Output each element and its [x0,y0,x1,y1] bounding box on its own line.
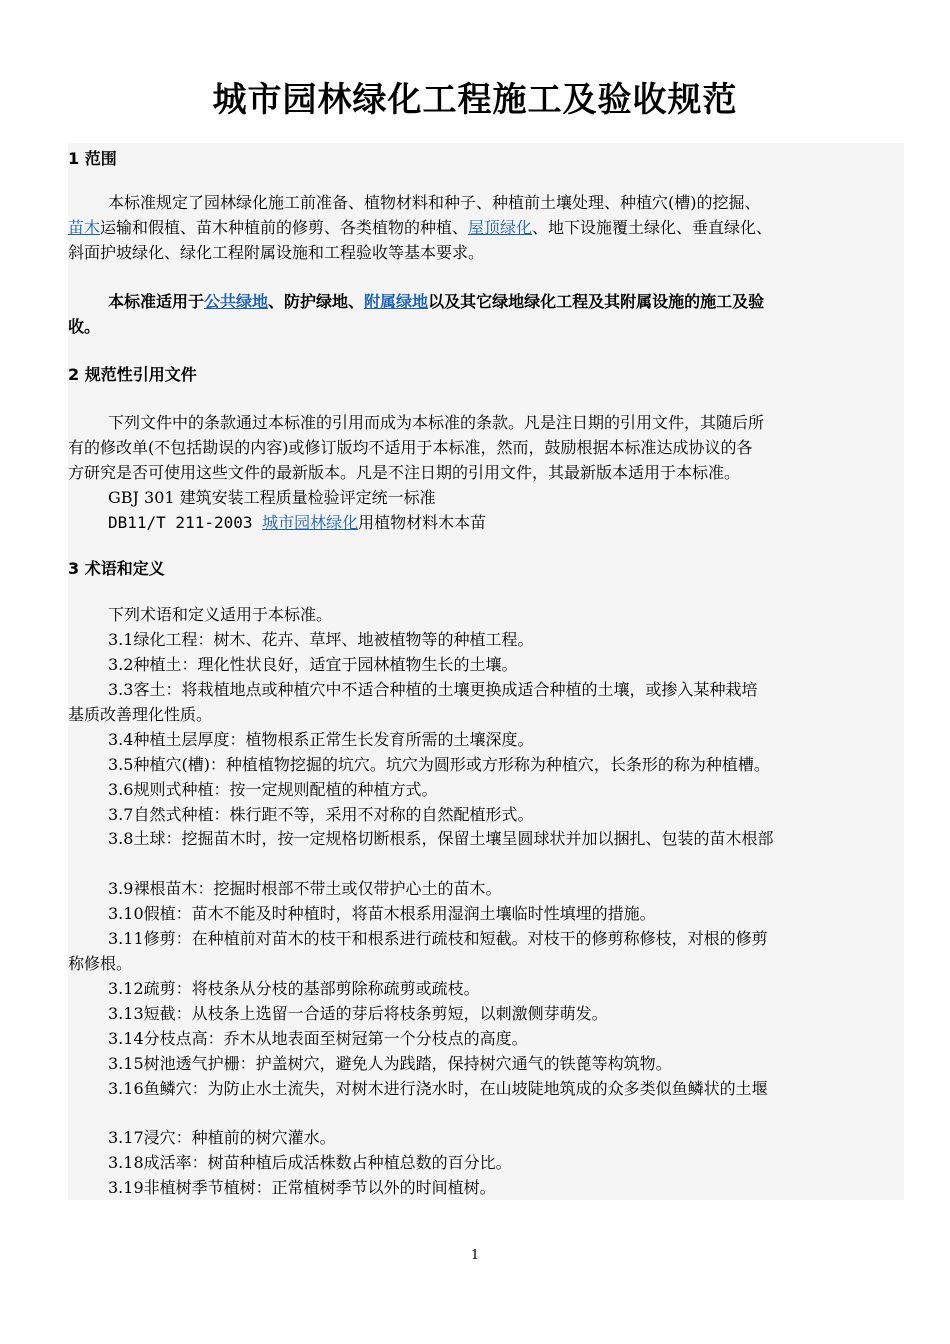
section-heading-references: 2 规范性引用文件 [68,365,197,384]
page-title: 城市园林绿化工程施工及验收规范 [212,80,738,120]
term-item: 3.10假植：苗木不能及时种植时，将苗木根系用湿润土壤临时性填埋的措施。 [108,904,656,923]
link-seedling[interactable]: 苗木 [68,218,101,237]
terms-intro: 下列术语和定义适用于本标准。 [108,605,333,624]
paragraph-line: 下列文件中的条款通过本标准的引用而成为本标准的条款。凡是注日期的引用文件，其随后所 [108,413,765,432]
reference-item [108,511,486,535]
paragraph-line: 斜面护坡绿化、绿化工程附属设施和工程验收等基本要求。 [68,243,485,262]
term-item-continuation: 基质改善理化性质。 [68,705,213,724]
term-item: 3.7自然式种植：株行距不等，采用不对称的自然配植形式。 [108,805,534,824]
link-affiliated-green[interactable]: 附属绿地 [364,292,429,311]
paragraph-line-bold: 收。 [68,317,101,336]
link-urban-greening[interactable]: 城市园林绿化 [262,513,359,532]
text-run: 本标准规定了园林绿化施工前准备、植物材料和种子、种植前土壤处理、种植穴(槽)的挖掘、 [108,193,761,212]
term-item: 3.9裸根苗木：挖掘时根部不带土或仅带护心土的苗木。 [108,879,502,898]
reference-code: DB11/T 211-2003 [108,513,263,532]
term-item: 3.11修剪：在种植前对苗木的枝干和根系进行疏枝和短截。对枝干的修剪称修枝，对根的修剪 [108,929,768,948]
term-item: 3.17浸穴：种植前的树穴灌水。 [108,1128,336,1147]
term-item: 3.12疏剪：将枝条从分枝的基部剪除称疏剪或疏枝。 [108,979,480,998]
paragraph-line-bold [108,290,764,314]
link-public-green[interactable]: 公共绿地 [204,292,269,311]
text-run: 、防护绿地、 [268,292,365,311]
text-run: 以及其它绿地绿化工程及其附属设施的施工及验 [428,292,765,311]
link-roof-greening[interactable]: 屋顶绿化 [468,218,533,237]
paragraph-line [68,216,772,240]
term-item: 3.1绿化工程：树木、花卉、草坪、地被植物等的种植工程。 [108,630,534,649]
term-item: 3.18成活率：树苗种植后成活株数占种植总数的百分比。 [108,1153,512,1172]
paragraph-line: 有的修改单(不包括勘误的内容)或修订版均不适用于本标准，然而，鼓励根据本标准达成协议的各 [68,438,753,457]
term-item-continuation: 称修根。 [68,954,133,973]
term-item: 3.16鱼鳞穴：为防止水土流失，对树木进行浇水时，在山坡陡地筑成的众多类似鱼鳞状的土堰 [108,1079,768,1098]
term-item: 3.6规则式种植：按一定规则配植的种植方式。 [108,780,438,799]
paragraph-line: 方研究是否可使用这些文件的最新版本。凡是不注日期的引用文件，其最新版本适用于本标准。 [68,463,741,482]
term-item: 3.5种植穴(槽)：种植植物挖掘的坑穴。坑穴为圆形或方形称为种植穴，长条形的称为种植槽。 [108,755,770,774]
term-item: 3.13短截：从枝条上选留一合适的芽后将枝条剪短，以刺激侧芽萌发。 [108,1004,608,1023]
text-run: 用植物材料木本苗 [358,513,487,532]
reference-item: GBJ 301 建筑安装工程质量检验评定统一标准 [108,488,436,507]
text-run: 运输和假植、苗木种植前的修剪、各类植物的种植、 [100,218,469,237]
text-run: 、地下设施覆土绿化、垂直绿化、 [532,218,773,237]
term-item: 3.15树池透气护栅：护盖树穴，避免人为践踏，保持树穴通气的铁蓖等构筑物。 [108,1054,672,1073]
term-item: 3.2种植土：理化性状良好，适宜于园林植物生长的土壤。 [108,655,518,674]
term-item: 3.8土球：挖掘苗木时，按一定规格切断根系，保留土壤呈圆球状并加以捆扎、包装的苗木根部 [108,829,774,848]
section-heading-scope: 1 范围 [68,149,117,168]
paragraph-line [108,191,904,215]
page-number: 1 [470,1248,480,1263]
document-body [68,143,904,1200]
text-run: 本标准适用于 [108,292,205,311]
term-item: 3.4种植土层厚度：植物根系正常生长发育所需的土壤深度。 [108,730,534,749]
term-item: 3.14分枝点高：乔木从地表面至树冠第一个分枝点的高度。 [108,1029,528,1048]
term-item: 3.19非植树季节植树：正常植树季节以外的时间植树。 [108,1178,496,1197]
term-item: 3.3客土：将栽植地点或种植穴中不适合种植的土壤更换成适合种植的土壤，或掺入某种栽培 [108,680,758,699]
section-heading-terms: 3 术语和定义 [68,559,165,578]
